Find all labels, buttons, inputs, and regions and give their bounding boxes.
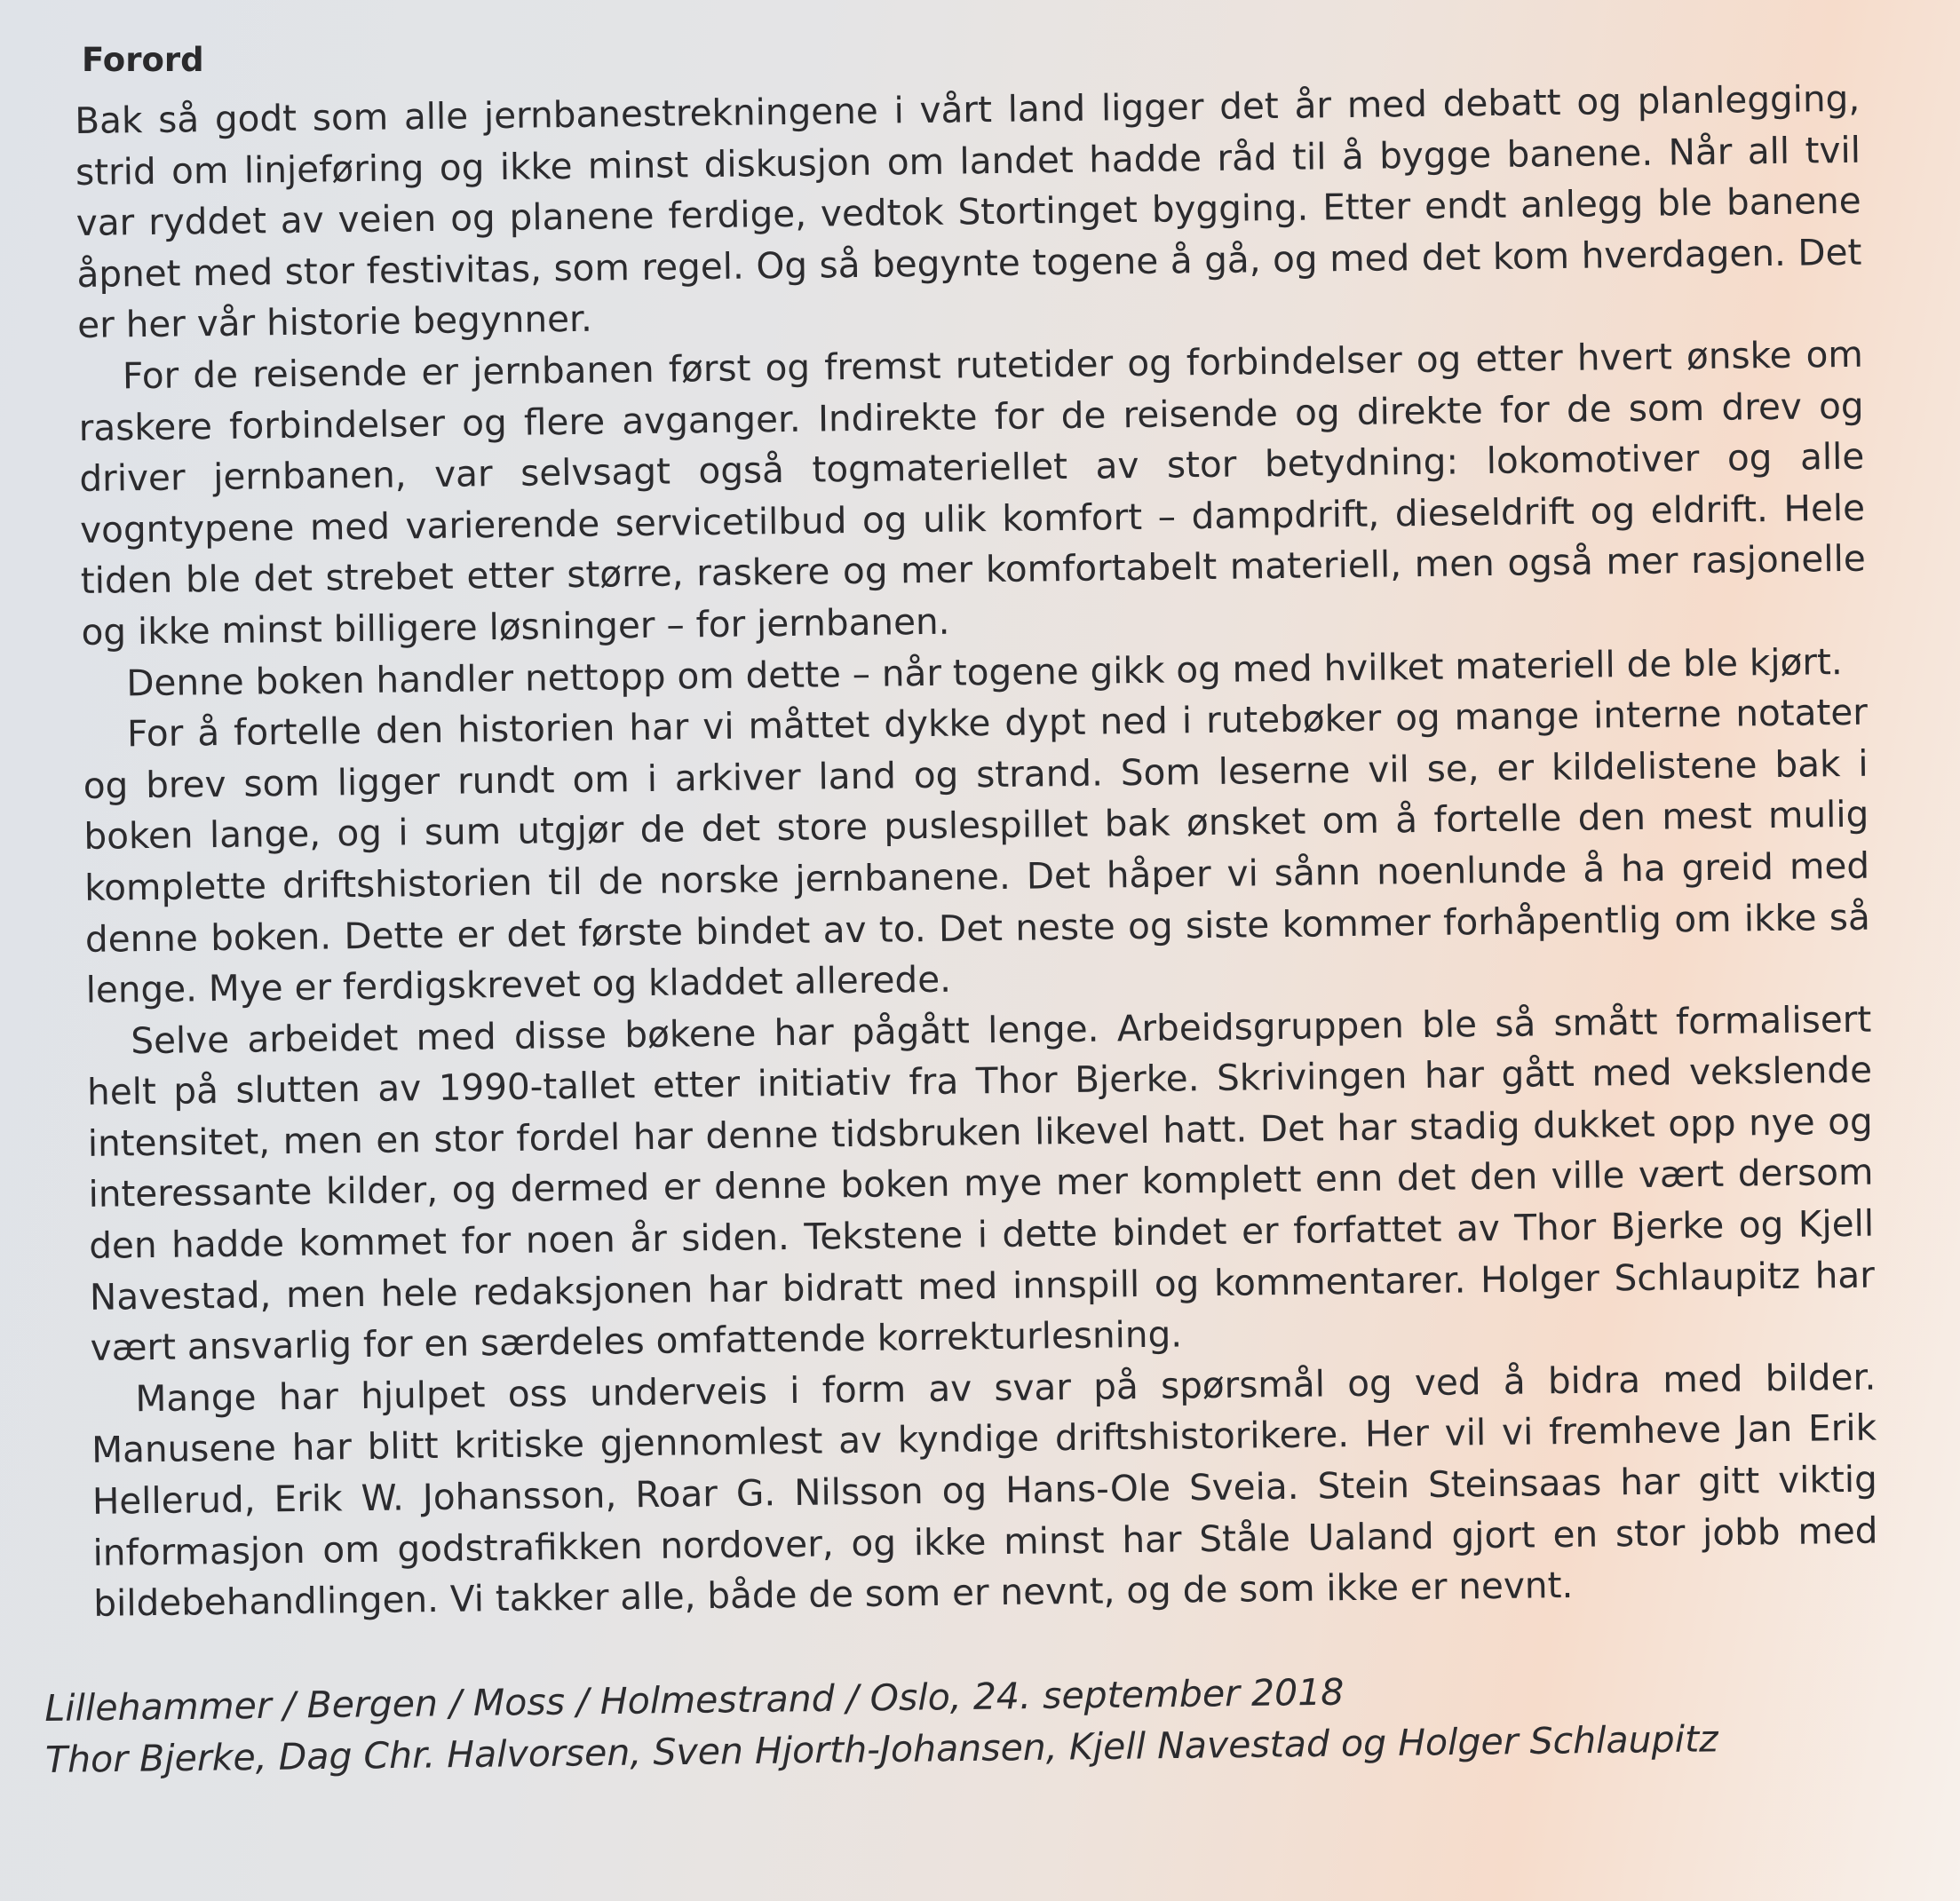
paragraph-4: For å fortelle den historien har vi måttet dykke dypt ned i rutebøker og mange interne notater og brev som ligger rundt om i arkiver land og strand. Som leserne vil se, er kildelistene bak i boken lange, og i sum utgjør de det store puslespillet bak ønsket om å fortelle den mest mulig komplette driftshistorien til de norske jernbanene. Det håper vi sånn noenlunde å ha greid med denne boken. Dette er det første bindet av to. Det neste og siste kommer forhåpentlig om ikke så lenge. Mye er ferdigskrevet og kladdet allerede.: [83, 690, 1871, 1012]
paragraph-2: For de reisende er jernbanen først og fremst rutetider og forbindelser og etter hvert ønske om raskere forbindelser og flere avganger. Indirekte for de reisende og direkte for de som drev og driver jernbanen, var selvsagt også togmateriellet av stor betydning: lokomotiver og alle vogntypene med varierende servicetilbud og ulik komfort – dampdrift, dieseldrift og eldrift. Hele tiden ble det strebet etter større, raskere og mer komfortabelt materiell, men også mer rasjonelle og ikke minst billigere løsninger – for jernbanen.: [78, 332, 1867, 653]
signature-block: [44, 1660, 1821, 1786]
page-title: Forord: [82, 41, 204, 79]
signature-authors: Thor Bjerke, Dag Chr. Halvorsen, Sven Hjorth-Johansen, Kjell Navestad og Holger Schlaupitz: [44, 1717, 1718, 1781]
paragraph-6: Mange har hjulpet oss underveis i form av svar på spørsmål og ved å bidra med bilder. Manusene har blitt kritiske gjennomlest av kyndige driftshistorikere. Her vil vi fremheve Jan Erik Hellerud, Erik W. Johansson, Roar G. Nilsson og Hans-Ole Sveia. Stein Steinsaas har gitt viktig informasjon om godstrafikken nordover, og ikke minst har Ståle Ualand gjort en stor jobb med bildebehandlingen. Vi takker alle, både de som er nevnt, og de som ikke er nevnt.: [91, 1355, 1878, 1626]
foreword-body: [75, 74, 1879, 1630]
paragraph-3: Denne boken handler nettopp om dette – når togene gikk og med hvilket materiell de ble kjørt.: [126, 639, 1844, 704]
paragraph-1: Bak så godt som alle jernbanestrekningene i vårt land ligger det år med debatt og planlegging, strid om linjeføring og ikke minst diskusjon om landet hadde råd til å bygge banene. Når all tvil var ryddet av veien og planene ferdige, vedtok Stortinget bygging. Etter endt anlegg ble banene åpnet med stor festivitas, som regel. Og så begynte togene å gå, og med det kom hverdagen. Det er her vår historie begynner.: [75, 76, 1862, 347]
signature-places-date: Lillehammer / Bergen / Moss / Holmestrand / Oslo, 24. september 2018: [44, 1670, 1345, 1730]
paragraph-5: Selve arbeidet med disse bøkene har pågått lenge. Arbeidsgruppen ble så smått formalisert helt på slutten av 1990-tallet etter initiativ fra Thor Bjerke. Skrivingen har gått med vekslende intensitet, men en stor fordel har denne tidsbruken likevel hatt. Det har stadig dukket opp nye og interessante kilder, og dermed er denne boken mye mer komplett enn det den ville vært dersom den hadde kommet for noen år siden. Tekstene i dette bindet er forfattet av Thor Bjerke og Kjell Navestad, men hele redaksjonen har bidratt med innspill og kommentarer. Holger Schlaupitz har vært ansvarlig for en særdeles omfattende korrekturlesning.: [86, 997, 1876, 1370]
